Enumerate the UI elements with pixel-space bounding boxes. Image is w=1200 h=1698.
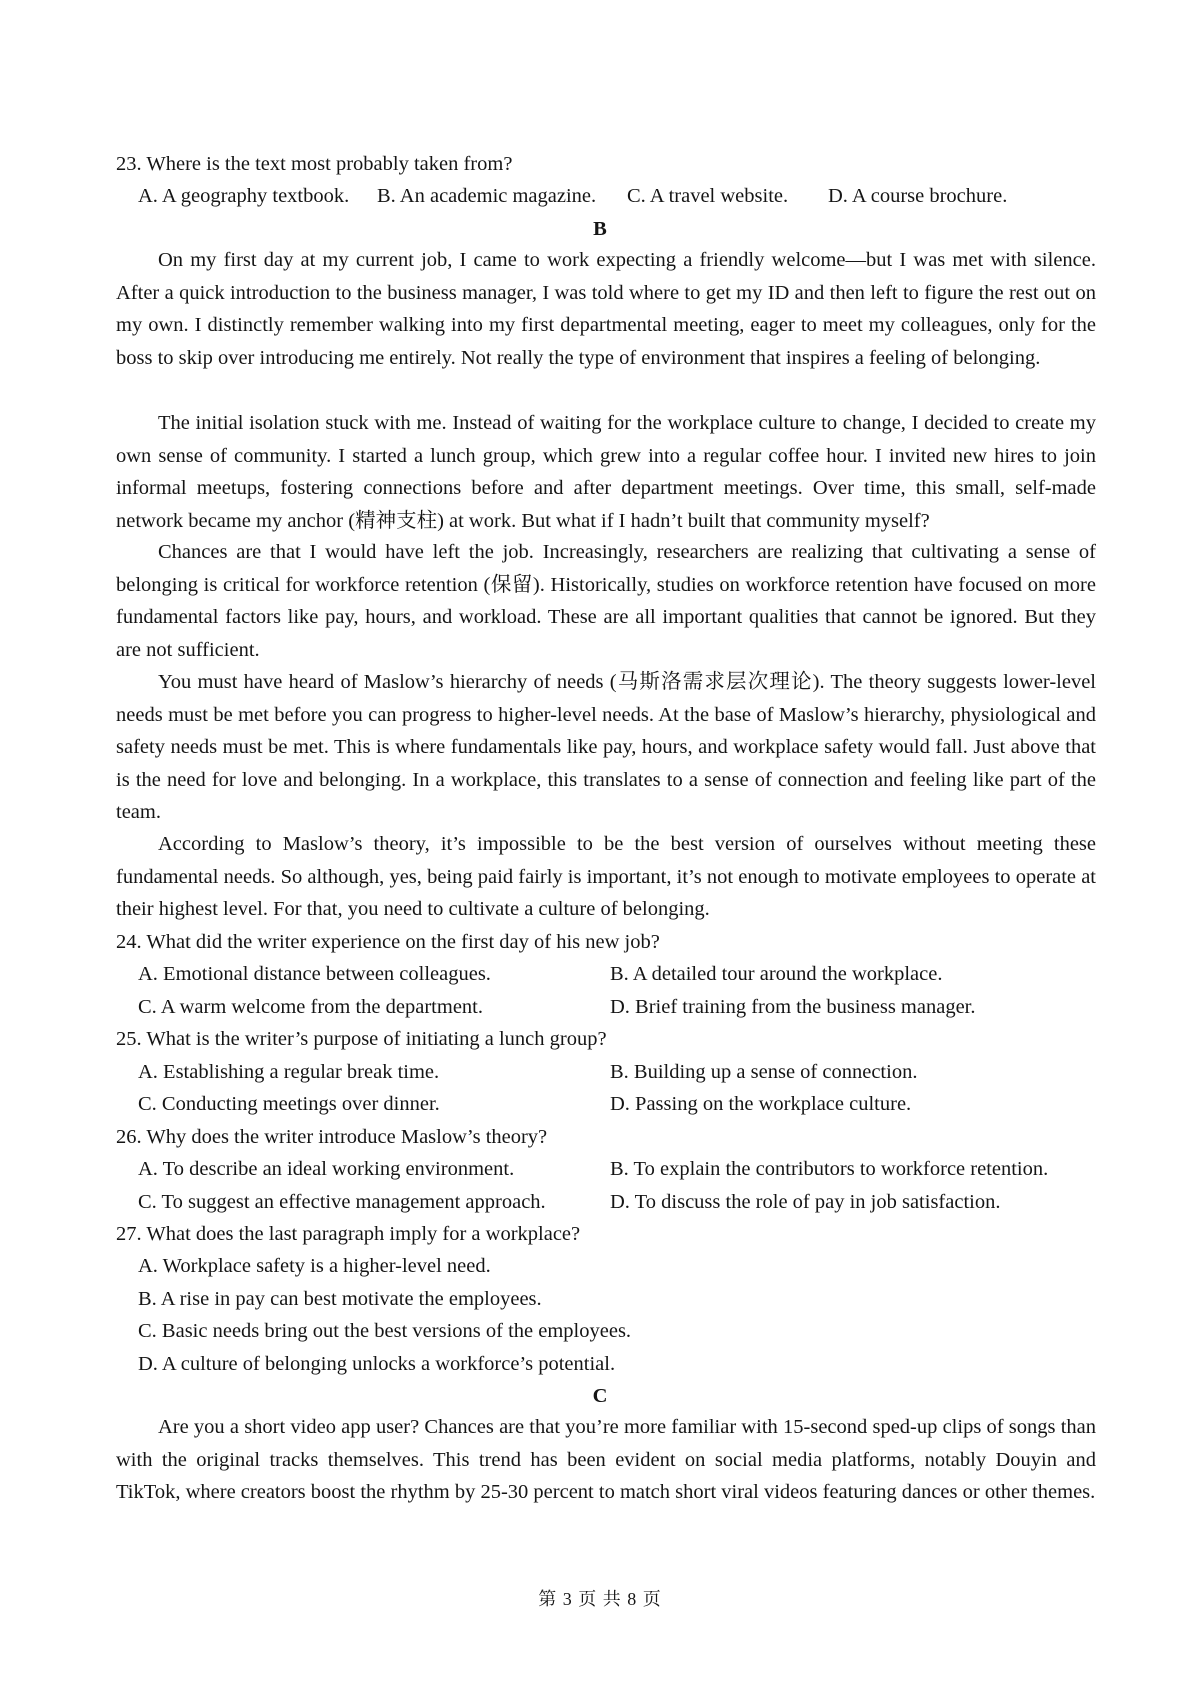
q26-option-b: B. To explain the contributors to workforce retention. [610,1158,1049,1180]
q26-option-d: D. To discuss the role of pay in job satisfaction. [610,1191,1001,1213]
q27-option-a: A. Workplace safety is a higher-level need. [138,1255,491,1277]
question-24-stem: 24. What did the writer experience on the first day of his new job? [116,931,660,953]
q27-option-c: C. Basic needs bring out the best versions of the employees. [138,1320,632,1342]
section-b-paragraph-1: On my first day at my current job, I came to work expecting a friendly welcome—but I was met with silence. After a quick introduction to the business manager, I was told where to get my ID and then left to figure the rest out on my own. I distinctly remember walking into my first departmental meeting, eager to meet my colleagues, only for the boss to skip over introducing me entirely. Not really the type of environment that inspires a feeling of belonging. [116,249,1096,369]
q27-option-d: D. A culture of belonging unlocks a workforce’s potential. [138,1353,616,1375]
q23-option-a: A. A geography textbook. [138,185,350,207]
q24-option-c: C. A warm welcome from the department. [138,996,483,1018]
q27-option-b: B. A rise in pay can best motivate the employees. [138,1288,542,1310]
question-27-stem: 27. What does the last paragraph imply for a workplace? [116,1223,581,1245]
q23-option-d: D. A course brochure. [828,185,1008,207]
q23-option-b: B. An academic magazine. [377,185,597,207]
section-c-heading: C [592,1385,608,1407]
q26-option-a: A. To describe an ideal working environment. [138,1158,515,1180]
q25-option-a: A. Establishing a regular break time. [138,1061,440,1083]
q24-option-a: A. Emotional distance between colleagues. [138,963,491,985]
question-23-stem: 23. Where is the text most probably taken from? [116,153,513,175]
section-c-paragraph-1: Are you a short video app user? Chances are that you’re more familiar with 15-second sped-up clips of songs than with the original tracks themselves. This trend has been evident on social media platforms, notably Douyin and TikTok, where creators boost the rhythm by 25-30 percent to match short viral videos featuring dances or other themes. [116,1416,1096,1503]
q26-option-c: C. To suggest an effective management approach. [138,1191,546,1213]
section-b-paragraph-2: The initial isolation stuck with me. Instead of waiting for the workplace culture to change, I decided to create my own sense of community. I started a lunch group, which grew into a regular coffee hour. I invited new hires to join informal meetups, fostering connections before and after department meetings. Over time, this small, self-made network became my anchor (精神支柱) at work. But what if I hadn’t built that community myself? [116,412,1096,532]
page-number-footer: 第 3 页 共 8 页 [538,1589,662,1609]
question-26-stem: 26. Why does the writer introduce Maslow’s theory? [116,1126,548,1148]
q25-option-b: B. Building up a sense of connection. [610,1061,918,1083]
section-b-paragraph-3: Chances are that I would have left the job. Increasingly, researchers are realizing that cultivating a sense of belonging is critical for workforce retention (保留). Historically, studies on workforce retention have focused on more fundamental factors like pay, hours, and workload. These are all important qualities that cannot be ignored. But they are not sufficient. [116,541,1096,661]
section-b-heading: B [593,218,607,240]
q25-option-d: D. Passing on the workplace culture. [610,1093,912,1115]
question-25-stem: 25. What is the writer’s purpose of initiating a lunch group? [116,1028,607,1050]
q25-option-c: C. Conducting meetings over dinner. [138,1093,440,1115]
section-b-paragraph-5: According to Maslow’s theory, it’s impossible to be the best version of ourselves without meeting these fundamental needs. So although, yes, being paid fairly is important, it’s not enough to motivate employees to operate at their highest level. For that, you need to cultivate a culture of belonging. [116,833,1096,920]
q24-option-b: B. A detailed tour around the workplace. [610,963,943,985]
section-b-paragraph-4: You must have heard of Maslow’s hierarchy of needs (马斯洛需求层次理论). The theory suggests lower-level needs must be met before you can progress to higher-level needs. At the base of Maslow’s hierarchy, physiological and safety needs must be met. This is where fundamentals like pay, hours, and workplace safety would fall. Just above that is the need for love and belonging. In a workplace, this translates to a sense of connection and feeling like part of the team. [116,671,1096,823]
q24-option-d: D. Brief training from the business manager. [610,996,976,1018]
q23-option-c: C. A travel website. [627,185,789,207]
